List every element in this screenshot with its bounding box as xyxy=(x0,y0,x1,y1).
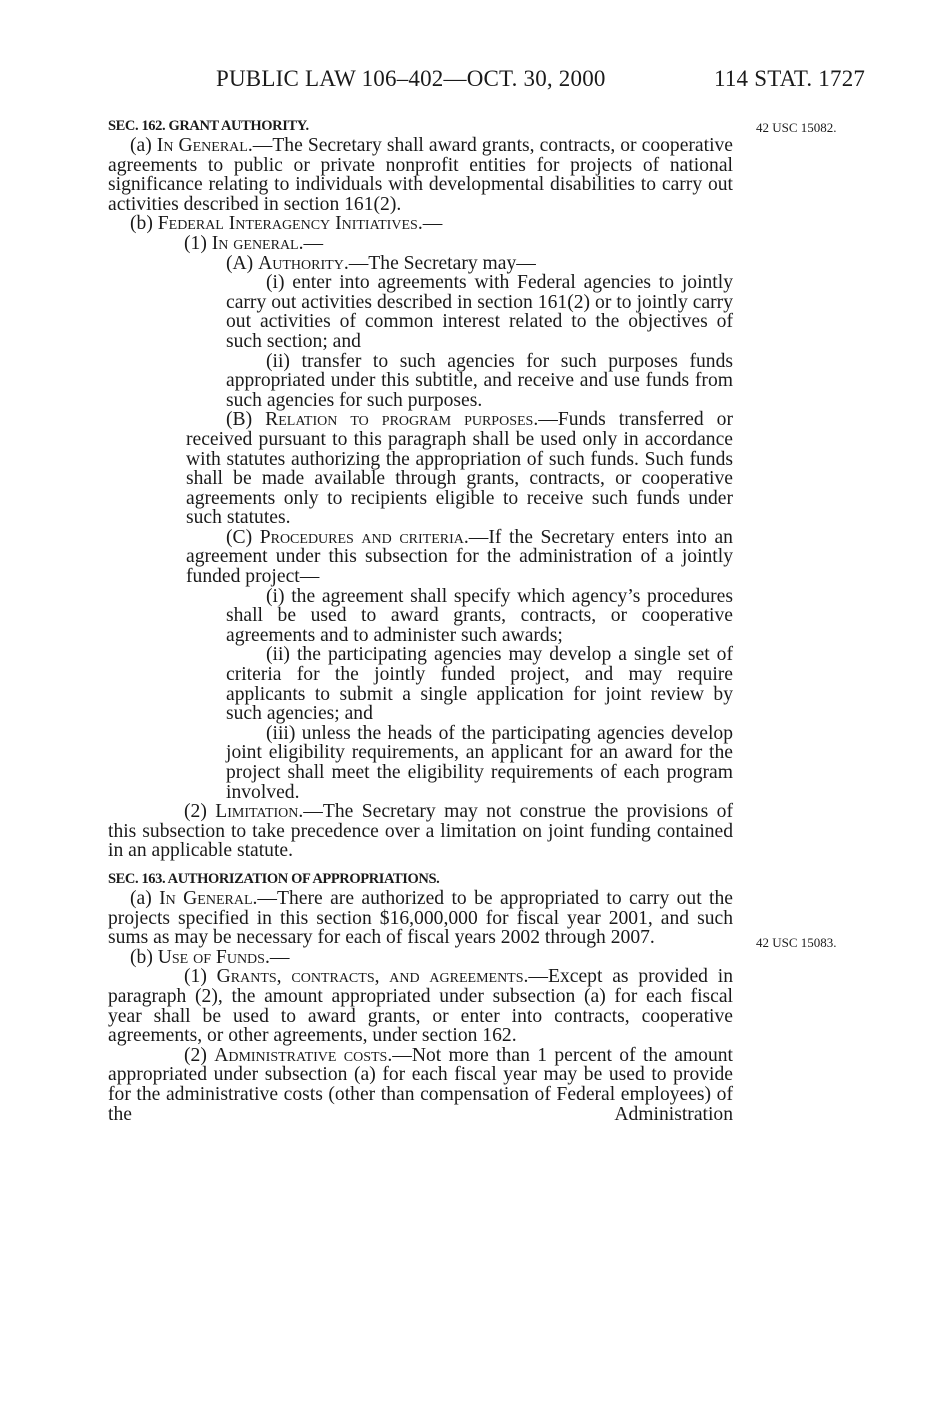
paragraph-162-b1-B: (B) Relation to program purposes.—Funds transferred or received pursuant to this paragraph shall be used only in accordance with statutes authorizing the appropriation of such funds. Such funds shall be made available through grants, contracts, or cooperative agreements only to recipients eligible to receive such funds under such statutes. xyxy=(186,409,733,529)
clause-162-A-ii: (ii) transfer to such agencies for such purposes funds appropriated under this subtitle, and receive and use funds from such agencies for such purposes. xyxy=(226,350,733,411)
clause-162-C-ii: (ii) the participating agencies may develop a single set of criteria for the jointly funded project, and may require applicants to submit a single application for joint review by such agencies; and xyxy=(226,644,733,725)
clause-162-C-iii: (iii) unless the heads of the participating agencies develop joint eligibility requirements, an applicant for an award for the project shall meet the eligibility requirements of each program involved. xyxy=(226,722,733,803)
running-header-stat: 114 STAT. 1727 xyxy=(714,66,866,91)
clause-162-C-i: (i) the agreement shall specify which agency’s procedures shall be used to award grants, contracts, or cooperative agreements and to administer such awards; xyxy=(226,585,733,646)
paragraph-163-a: (a) In General.—There are authorized to be appropriated to carry out the projects specified in this section $16,000,000 for fiscal year 2001, and such sums as may be necessary for each of fiscal years 2002 through 2007. xyxy=(108,887,733,949)
paragraph-162-a: (a) In General.—The Secretary shall award grants, contracts, or cooperative agreements to public or private nonprofit entities for projects of national significance relating to individuals with developmental disabilities to carry out activities described in section 161(2). xyxy=(108,135,734,215)
paragraph-163-b2: (2) Administrative costs.—Not more than 1 percent of the amount appropriated under subsection (a) for each fiscal year may be used to provide for the administrative costs (other than compensation of Federal employees) of the Administration xyxy=(108,1044,733,1125)
paragraph-162-b1-C: (C) Procedures and criteria.—If the Secretary enters into an agreement under this subsection for the administration of a jointly funded project— xyxy=(186,526,733,588)
paragraph-162-b2: (2) Limitation.—The Secretary may not construe the provisions of this subsection to take precedence over a limitation on joint funding contained in an applicable statute. xyxy=(108,801,734,862)
running-header-title: PUBLIC LAW 106–402—OCT. 30, 2000 xyxy=(216,66,606,91)
clause-162-A-i: (i) enter into agreements with Federal agencies to jointly carry out activities described in section 161(2) or to jointly carry out activities of common interest related to the objectives of such section; and xyxy=(226,272,733,352)
margin-note-usc-15082: 42 USC 15082. xyxy=(756,120,837,135)
paragraph-163-b: (b) Use of Funds.— xyxy=(130,946,290,968)
margin-note-usc-15083: 42 USC 15083. xyxy=(756,935,837,950)
paragraph-162-b1-A: (A) Authority.—The Secretary may— xyxy=(226,252,536,274)
paragraph-162-b: (b) Federal Interagency Initiatives.— xyxy=(130,213,443,235)
section-heading-162: SEC. 162. GRANT AUTHORITY. xyxy=(108,118,309,134)
paragraph-162-b1: (1) In general.— xyxy=(184,232,324,254)
document-body xyxy=(108,116,733,1124)
section-heading-163: SEC. 163. AUTHORIZATION OF APPROPRIATIONS. xyxy=(108,870,440,887)
paragraph-163-b1: (1) Grants, contracts, and agreements.—Except as provided in paragraph (2), the amount appropriated under subsection (a) for each fiscal year shall be used to award grants, or enter into contracts, cooperative agreements, or other agreements, under section 162. xyxy=(108,966,733,1047)
